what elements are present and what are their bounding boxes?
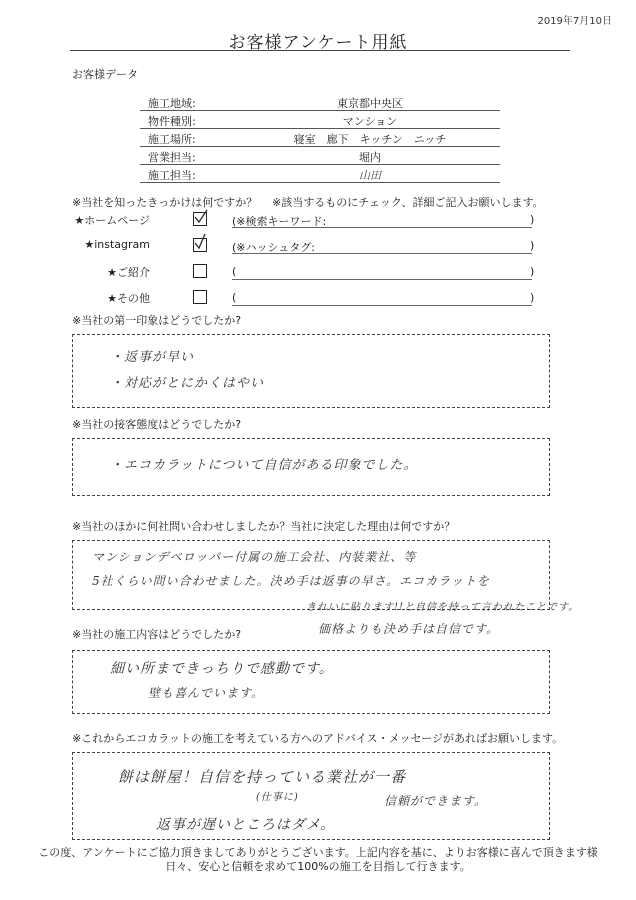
- question-check-note: ※該当するものにチェック、詳細ご記入お願いします。: [272, 196, 544, 209]
- source-detail-other: (: [232, 291, 237, 304]
- handwritten-answer-line: 細い所まできっちりで感動です。: [110, 661, 334, 677]
- source-detail-keyword: (※検索キーワード:: [232, 215, 327, 228]
- paren-close: ): [530, 291, 535, 304]
- info-label: 物件種別:: [148, 115, 196, 128]
- handwritten-answer-line: マンションデベロッパー付属の施工会社、内装業社、等: [92, 550, 417, 564]
- handwritten-answer-line: 5社くらい問い合わせました。決め手は返事の早さ。エコカラットを: [92, 574, 490, 588]
- handwritten-answer-line: 餅は餅屋！自信を持っている業社が一番: [118, 768, 407, 786]
- source-label-referral: ★ご紹介: [107, 266, 150, 279]
- info-row-installer: [140, 164, 500, 183]
- footer-message-line: この度、アンケートにご協力頂きましてありがとうございます。上記内容を基に、よりお客様に喜んで頂きます様: [38, 846, 598, 859]
- question-advice-message: ※これからエコカラットの施工を考えている方へのアドバイス・メッセージがあればお願いします。: [72, 732, 564, 745]
- detail-underline: [232, 226, 532, 228]
- footer-message-line: 日々、安心と信頼を求めて100%の施工を目指して行きます。: [165, 860, 471, 873]
- info-value-handwritten: 山田: [359, 169, 381, 182]
- source-label-instagram: ★instagram: [84, 238, 150, 251]
- checkbox-instagram[interactable]: [193, 238, 207, 252]
- detail-underline: [232, 252, 532, 254]
- checkmark-icon: [193, 209, 209, 225]
- source-detail-referral: (: [232, 265, 237, 278]
- handwritten-answer-line: ・対応がとにかくはやい: [110, 376, 265, 391]
- question-work-quality: ※当社の施工内容はどうでしたか?: [72, 628, 242, 641]
- detail-underline: [232, 278, 532, 280]
- info-label: 営業担当:: [148, 151, 196, 164]
- handwritten-answer-line: 信頼ができます。: [384, 794, 488, 808]
- question-service-attitude: ※当社の接客態度はどうでしたか?: [72, 418, 242, 431]
- checkmark-icon: [193, 233, 209, 251]
- handwritten-answer-line: 価格よりも決め手は自信です。: [318, 622, 500, 636]
- info-value: 東京都中央区: [337, 97, 403, 110]
- checkbox-homepage[interactable]: [193, 212, 207, 226]
- info-value: 堀内: [359, 151, 381, 164]
- info-label: 施工担当:: [148, 169, 196, 182]
- survey-date: 2019年7月10日: [537, 16, 612, 27]
- handwritten-answer-line: ・エコカラットについて自信がある印象でした。: [110, 458, 418, 473]
- handwritten-answer-line: 返事が遅いところはダメ。: [156, 817, 336, 833]
- info-value: マンション: [342, 115, 398, 128]
- handwritten-answer-line: ・返事が早い: [110, 350, 195, 365]
- handwritten-answer-line: 壁も喜んでいます。: [148, 686, 265, 700]
- paren-close: ): [530, 265, 535, 278]
- handwritten-answer-line: きれいに貼ります!!と自信を持って言われたことです。: [306, 602, 580, 613]
- info-row-area: [140, 92, 500, 111]
- checkbox-referral[interactable]: [193, 264, 207, 278]
- handwritten-answer-note: (仕事に): [256, 792, 299, 803]
- detail-underline: [232, 304, 532, 306]
- checkbox-other[interactable]: [193, 290, 207, 304]
- info-label: 施工場所:: [148, 133, 196, 146]
- info-label: 施工地域:: [148, 97, 196, 110]
- customer-data-heading: お客様データ: [72, 68, 138, 81]
- page-title: お客様アンケート用紙: [228, 33, 408, 53]
- paren-close: ): [530, 239, 535, 252]
- question-first-impression: ※当社の第一印象はどうでしたか?: [72, 314, 242, 327]
- info-value: 寝室 廊下 キッチン ニッチ: [293, 133, 447, 146]
- question-how-found: ※当社を知ったきっかけは何ですか？: [72, 196, 258, 209]
- source-detail-hashtag: (※ハッシュタグ:: [232, 241, 315, 254]
- info-row-property: [140, 110, 500, 129]
- source-label-homepage: ★ホームページ: [74, 214, 150, 227]
- source-label-other: ★その他: [107, 292, 150, 305]
- question-competitors: ※当社のほかに何社問い合わせしましたか？当社に決定した理由は何ですか？: [72, 520, 456, 533]
- paren-close: ): [530, 213, 535, 226]
- info-row-location: [140, 128, 500, 147]
- title-underline: [70, 50, 570, 51]
- info-row-sales: [140, 146, 500, 165]
